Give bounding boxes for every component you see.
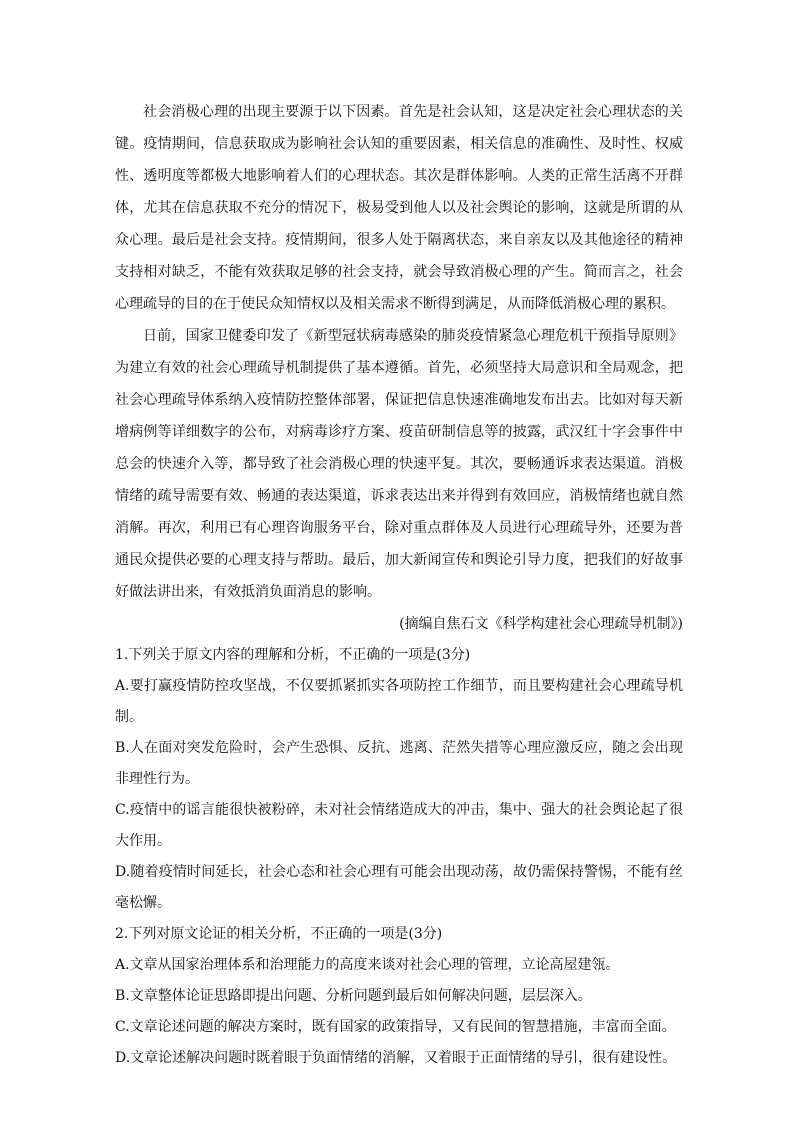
question-2-option-a: A.文章从国家治理体系和治理能力的高度来谈对社会心理的管理，立论高屋建瓴。 [115, 957, 620, 973]
passage-source: (摘编自焦石文《科学构建社会心理疏导机制》) [399, 616, 683, 632]
passage [115, 96, 683, 640]
question-2 [115, 919, 683, 1074]
passage-paragraph-2: 日前，国家卫健委印发了《新型冠状病毒感染的肺炎疫情紧急心理危机干预指导原则》为建立有效的社会心理疏导机制提供了基本遵循。首先，必须坚持大局意识和全局观念，把社会心理疏导体系纳入疫情防控整体部署，保证把信息快速准确地发布出去。比如对每天新增病例等详细数字的公布，对病毒诊疗方案、疫苗研制信息等的披露，武汉红十字会事件中总会的快速介入等，都导致了社会消极心理的快速平复。其次，要畅通诉求表达渠道。消极情绪的疏导需要有效、畅通的表达渠道，诉求表达出来并得到有效回应，消极情绪也就自然消解。再次，利用已有心理咨询服务平台，除对重点群体及人员进行心理疏导外，还要为普通民众提供必要的心理支持与帮助。最后，加大新闻宣传和舆论引导力度，把我们的好故事好做法讲出来，有效抵消负面消息的影响。 [115, 328, 683, 600]
question-1-option-b: B.人在面对突发危险时，会产生恐惧、反抗、逃离、茫然失措等心理应激反应，随之会出现非理性行为。 [115, 740, 683, 787]
question-2-option-d: D.文章论述解决问题时既着眼于负面情绪的消解，又着眼于正面情绪的导引，很有建设性。 [115, 1050, 677, 1066]
question-2-option-b: B.文章整体论证思路即提出问题、分析问题到最后如何解决问题，层层深入。 [115, 988, 592, 1004]
question-1-option-c: C.疫情中的谣言能很快被粉碎，未对社会情绪造成大的冲击，集中、强大的社会舆论起了很大作用。 [115, 802, 683, 849]
question-1-option-d: D.随着疫情时间延长，社会心态和社会心理有可能会出现动荡，故仍需保持警惕，不能有丝毫松懈。 [115, 864, 683, 911]
passage-paragraph-1: 社会消极心理的出现主要源于以下因素。首先是社会认知，这是决定社会心理状态的关键。疫情期间，信息获取成为影响社会认知的重要因素，相关信息的准确性、及时性、权威性、透明度等都极大地影响着人们的心理状态。其次是群体影响。人类的正常生活离不开群体，尤其在信息获取不充分的情况下，极易受到他人以及社会舆论的影响，这就是所谓的从众心理。最后是社会支持。疫情期间，很多人处于隔离状态，来自亲友以及其他途径的精神支持相对缺乏，不能有效获取足够的社会支持，就会导致消极心理的产生。简而言之，社会心理疏导的目的在于使民众知情权以及相关需求不断得到满足，从而降低消极心理的累积。 [115, 104, 683, 312]
question-1-option-a: A.要打赢疫情防控攻坚战，不仅要抓紧抓实各项防控工作细节，而且要构建社会心理疏导机制。 [115, 678, 683, 725]
question-1 [115, 640, 683, 919]
question-2-stem: 2.下列对原文论证的相关分析，不正确的一项是(3分) [115, 926, 443, 942]
question-2-option-c: C.文章论述问题的解决方案时，既有国家的政策指导，又有民间的智慧措施，丰富而全面。 [115, 1019, 676, 1035]
question-1-stem: 1.下列关于原文内容的理解和分析，不正确的一项是(3分) [115, 647, 471, 663]
exam-page [115, 96, 683, 1074]
